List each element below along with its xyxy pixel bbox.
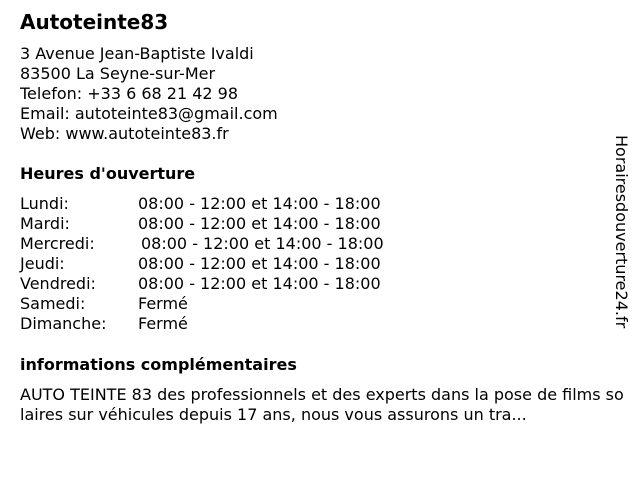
- site-watermark: Horairesdouverture24.fr: [612, 135, 631, 329]
- address-line-1: 3 Avenue Jean-Baptiste Ivaldi: [20, 44, 254, 63]
- time-value: 08:00 - 12:00 et 14:00 - 18:00: [141, 234, 384, 253]
- time-value: 08:00 - 12:00 et 14:00 - 18:00: [138, 214, 381, 233]
- address-line-2: 83500 La Seyne-sur-Mer: [20, 64, 216, 83]
- time-value: 08:00 - 12:00 et 14:00 - 18:00: [138, 254, 381, 273]
- contact-block: [20, 44, 278, 144]
- additional-info-heading: informations complémentaires: [20, 355, 297, 374]
- phone-number: Telefon: +33 6 68 21 42 98: [20, 84, 239, 103]
- day-label: Mardi:: [20, 214, 70, 233]
- day-label: Dimanche:: [20, 314, 107, 333]
- business-name: Autoteinte83: [20, 10, 169, 34]
- opening-hours-heading: Heures d'ouverture: [20, 164, 196, 183]
- website: Web: www.autoteinte83.fr: [20, 124, 229, 143]
- time-value: 08:00 - 12:00 et 14:00 - 18:00: [138, 194, 381, 213]
- day-label: Jeudi:: [20, 254, 65, 273]
- time-value: 08:00 - 12:00 et 14:00 - 18:00: [138, 274, 381, 293]
- day-label: Samedi:: [20, 294, 86, 313]
- time-value: Fermé: [138, 294, 188, 313]
- day-label: Vendredi:: [20, 274, 96, 293]
- day-label: Lundi:: [20, 194, 69, 213]
- day-label: Mercredi:: [20, 234, 95, 253]
- time-value: Fermé: [138, 314, 188, 333]
- email-address: Email: autoteinte83@gmail.com: [20, 104, 278, 123]
- additional-info-text: AUTO TEINTE 83 des professionnels et des experts dans la pose de films solaires sur véhicules depuis 17 ans, nous vous assurons un tra...: [20, 385, 624, 424]
